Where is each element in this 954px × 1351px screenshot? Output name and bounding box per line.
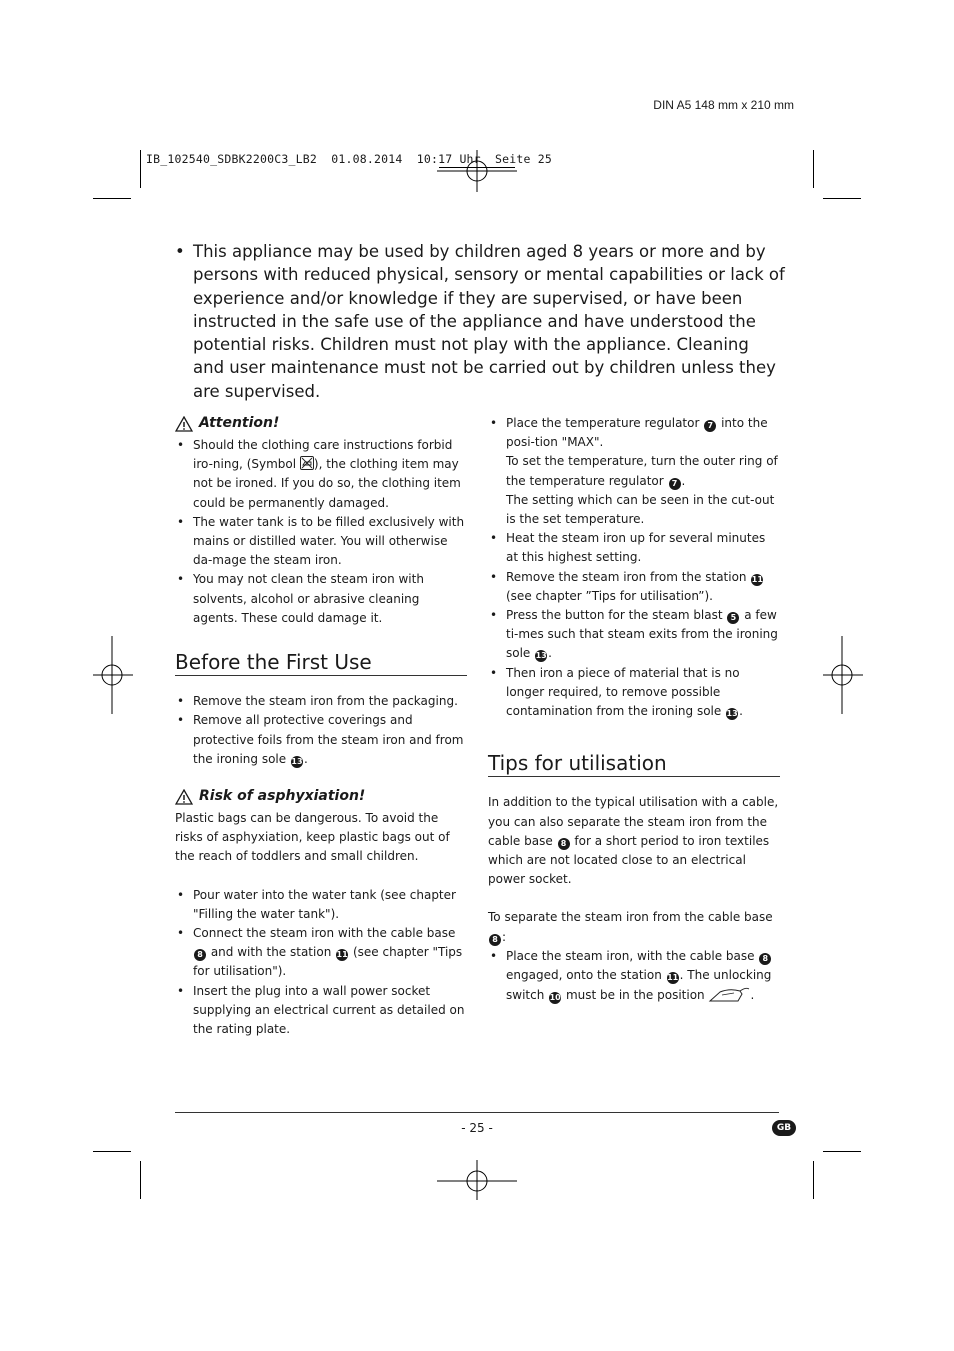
list-item: • Remove all protective coverings and protective foils from the steam iron and from the ironing sole 13. xyxy=(175,711,467,769)
right-column xyxy=(488,414,780,1005)
crop-mark xyxy=(813,1161,814,1199)
reference-number-11: 11 xyxy=(336,950,348,960)
crop-mark xyxy=(93,1151,131,1152)
reference-number-13: 13 xyxy=(535,651,547,661)
iron-position-icon xyxy=(708,985,750,1003)
crop-mark xyxy=(140,150,141,188)
left-column xyxy=(175,414,467,1039)
page-number: - 25 - xyxy=(461,1121,493,1135)
list-item: • The water tank is to be filled exclusively with mains or distilled water. You will otherwise da-mage the steam iron. xyxy=(175,513,467,571)
crop-mark xyxy=(813,150,814,188)
registration-mark-icon xyxy=(437,1160,517,1200)
reference-number-5: 5 xyxy=(727,612,739,624)
registration-mark-icon xyxy=(93,636,133,714)
list-item: • Should the clothing care instructions forbid iro-ning, (Symbol ), the clothing item may not be ironed. If you do so, the clothing item could be permanently damaged. xyxy=(175,436,467,513)
heating-steps-list xyxy=(488,414,780,721)
list-item: • Connect the steam iron with the cable base 8 and with the station 11 (see chapter "Tips for utilisation"). xyxy=(175,924,467,982)
attention-list xyxy=(175,436,467,628)
first-use-list xyxy=(175,692,467,769)
crop-mark xyxy=(93,198,131,199)
list-item: • Insert the plug into a wall power socket supplying an electrical current as detailed on the rating plate. xyxy=(175,982,467,1040)
crop-mark xyxy=(823,198,861,199)
list-item: • Remove the steam iron from the station 11 (see chapter ”Tips for utilisation”). xyxy=(488,568,780,606)
reference-number-8: 8 xyxy=(558,838,570,850)
bullet: • xyxy=(175,242,185,261)
asphyxiation-text: Plastic bags can be dangerous. To avoid the risks of asphyxiation, keep plastic bags out of the reach of toddlers and small children. xyxy=(175,811,450,864)
intro-text: This appliance may be used by children aged 8 years or more and by persons with reduced physical, sensory or mental capabilities or lack of experience and/or knowledge if they are supervised, or have been instructed in the safe use of the appliance and have understood the potential risks. Children must not play with the appliance. Cleaning and user maintenance must not be carried out by children unless they are supervised. xyxy=(193,242,785,401)
reference-number-13: 13 xyxy=(291,756,303,766)
list-item: • You may not clean the steam iron with solvents, alcohol or abrasive cleaning agents. These could damage it. xyxy=(175,570,467,628)
list-item: • Then iron a piece of material that is no longer required, to remove possible contamination from the ironing sole 13. xyxy=(488,664,780,722)
crop-mark xyxy=(823,1151,861,1152)
country-badge: GB xyxy=(772,1120,796,1136)
tips-separate-intro: To separate the steam iron from the cable base 8 : xyxy=(488,910,773,944)
section-heading-tips: Tips for utilisation xyxy=(488,754,780,777)
list-item: • Press the button for the steam blast 5 a few ti-mes such that steam exits from the ironing sole 13. xyxy=(488,606,780,664)
reference-number-13: 13 xyxy=(726,709,738,719)
reference-number-8: 8 xyxy=(759,953,771,965)
format-spec: DIN A5 148 mm x 210 mm xyxy=(653,98,794,112)
setup-steps-list xyxy=(175,886,467,1040)
crop-mark xyxy=(140,1161,141,1199)
job-line-underline xyxy=(439,167,515,168)
warning-triangle-icon xyxy=(175,416,193,432)
asphyxiation-heading: Risk of asphyxiation! xyxy=(199,788,366,805)
attention-heading-row xyxy=(175,414,467,434)
reference-number-8: 8 xyxy=(194,949,206,961)
list-item: • Place the steam iron, with the cable base 8 engaged, onto the station 11. The unlocking switch 10 must be in the position . xyxy=(488,947,780,1006)
intro-paragraph xyxy=(175,240,785,403)
reference-number-11: 11 xyxy=(667,973,679,983)
reference-number-10: 10 xyxy=(549,993,561,1003)
attention-heading: Attention! xyxy=(199,415,280,432)
reference-number-7: 7 xyxy=(704,420,716,432)
no-ironing-symbol-icon xyxy=(300,456,314,470)
tips-paragraph: In addition to the typical utilisation with a cable, you can also separate the steam iron from the cable base 8 for a short period to iron textiles which are not located close to an electrical power socket. xyxy=(488,795,779,887)
warning-triangle-icon xyxy=(175,789,193,805)
list-item: • Pour water into the water tank (see chapter "Filling the water tank"). xyxy=(175,886,467,924)
print-job-line: IB_102540_SDBK2200C3_LB2 01.08.2014 10:17 Uhr Seite 25 xyxy=(146,152,553,166)
footer-rule xyxy=(175,1112,779,1113)
section-heading-first-use: Before the First Use xyxy=(175,653,467,676)
list-item: • Remove the steam iron from the packaging. xyxy=(175,692,467,711)
tips-list xyxy=(488,947,780,1006)
asphyxiation-heading-row xyxy=(175,787,467,807)
reference-number-8: 8 xyxy=(489,934,501,946)
reference-number-7: 7 xyxy=(669,478,681,490)
list-item: • Heat the steam iron up for several minutes at this highest setting. xyxy=(488,529,780,567)
list-item: • Place the temperature regulator 7 into the posi-tion "MAX". To set the temperature, turn the outer ring of the temperature regulator 7 . The setting which can be seen in the cut-out is the set temperature. xyxy=(488,414,780,529)
reference-number-11: 11 xyxy=(751,574,763,584)
registration-mark-icon xyxy=(823,636,863,714)
